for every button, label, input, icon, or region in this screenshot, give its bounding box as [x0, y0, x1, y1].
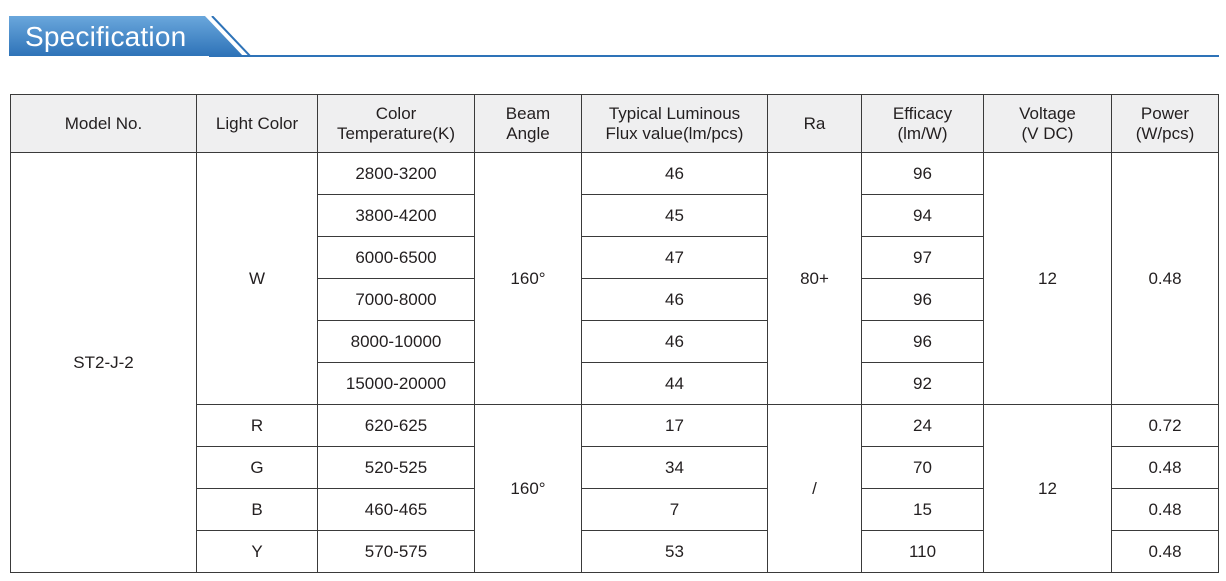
flux-cell: 46: [582, 279, 768, 321]
cct-cell: 3800-4200: [318, 195, 475, 237]
column-header-light-color: Light Color: [197, 95, 318, 153]
efficacy-cell: 92: [862, 363, 984, 405]
beam-angle-cell: 160°: [475, 153, 582, 405]
model-cell: ST2-J-2: [11, 153, 197, 573]
flux-cell: 45: [582, 195, 768, 237]
efficacy-cell: 24: [862, 405, 984, 447]
column-header-efficacy: Efficacy (lm/W): [862, 95, 984, 153]
flux-cell: 46: [582, 321, 768, 363]
efficacy-cell: 110: [862, 531, 984, 573]
light-color-cell: G: [197, 447, 318, 489]
voltage-cell: 12: [984, 405, 1112, 573]
column-header-color-temperature: Color Temperature(K): [318, 95, 475, 153]
flux-cell: 47: [582, 237, 768, 279]
voltage-cell: 12: [984, 153, 1112, 405]
column-header-model: Model No.: [11, 95, 197, 153]
table-row: [11, 153, 1219, 195]
ra-cell: /: [768, 405, 862, 573]
flux-cell: 53: [582, 531, 768, 573]
cct-cell: 620-625: [318, 405, 475, 447]
cct-cell: 520-525: [318, 447, 475, 489]
light-color-cell: R: [197, 405, 318, 447]
power-cell: 0.48: [1112, 153, 1219, 405]
beam-angle-cell: 160°: [475, 405, 582, 573]
power-cell: 0.48: [1112, 531, 1219, 573]
column-header-power: Power (W/pcs): [1112, 95, 1219, 153]
flux-cell: 44: [582, 363, 768, 405]
table-header-row: [11, 95, 1219, 153]
header-divider: [209, 55, 1219, 57]
efficacy-cell: 15: [862, 489, 984, 531]
cct-cell: 2800-3200: [318, 153, 475, 195]
power-cell: 0.48: [1112, 489, 1219, 531]
efficacy-cell: 96: [862, 153, 984, 195]
cct-cell: 15000-20000: [318, 363, 475, 405]
column-header-luminous-flux: Typical Luminous Flux value(lm/pcs): [582, 95, 768, 153]
flux-cell: 17: [582, 405, 768, 447]
light-color-cell: W: [197, 153, 318, 405]
column-header-beam-angle: Beam Angle: [475, 95, 582, 153]
specification-table: [10, 94, 1219, 573]
efficacy-cell: 94: [862, 195, 984, 237]
page-title: Specification: [25, 21, 187, 52]
ra-cell: 80+: [768, 153, 862, 405]
flux-cell: 46: [582, 153, 768, 195]
power-cell: 0.48: [1112, 447, 1219, 489]
cct-cell: 570-575: [318, 531, 475, 573]
flux-cell: 34: [582, 447, 768, 489]
cct-cell: 460-465: [318, 489, 475, 531]
column-header-ra: Ra: [768, 95, 862, 153]
cct-cell: 8000-10000: [318, 321, 475, 363]
efficacy-cell: 96: [862, 321, 984, 363]
cct-cell: 7000-8000: [318, 279, 475, 321]
flux-cell: 7: [582, 489, 768, 531]
efficacy-cell: 70: [862, 447, 984, 489]
power-cell: 0.72: [1112, 405, 1219, 447]
light-color-cell: Y: [197, 531, 318, 573]
cct-cell: 6000-6500: [318, 237, 475, 279]
efficacy-cell: 97: [862, 237, 984, 279]
column-header-voltage: Voltage (V DC): [984, 95, 1112, 153]
efficacy-cell: 96: [862, 279, 984, 321]
section-header: [9, 16, 1219, 58]
light-color-cell: B: [197, 489, 318, 531]
